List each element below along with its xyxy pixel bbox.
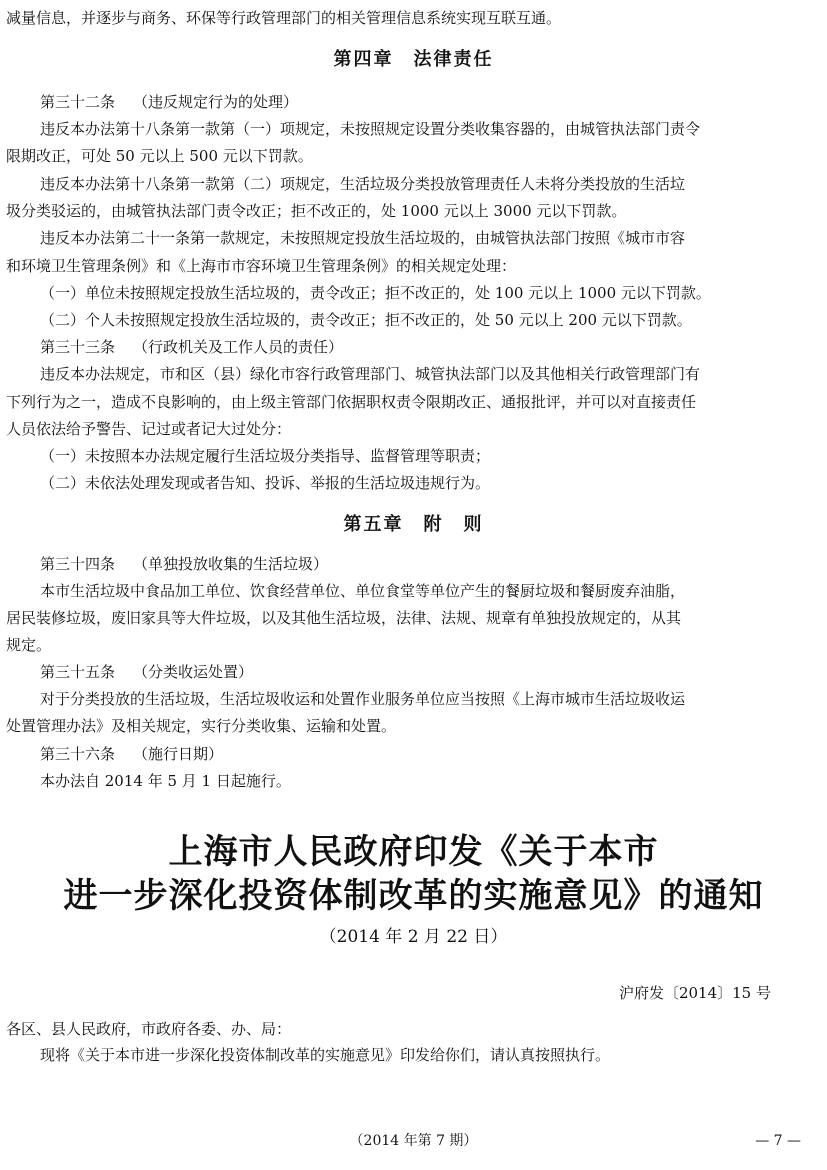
paragraph-line: 限期改正，可处 50 元以上 500 元以下罚款。 [6, 147, 313, 165]
list-item: （一）单位未按照规定投放生活垃圾的，责令改正；拒不改正的，处 100 元以上 1000 元以下罚款。 [40, 284, 711, 302]
paragraph-line: 和环境卫生管理条例》和《上海市市容环境卫生管理条例》的相关规定处理： [6, 257, 517, 275]
notice-body: 现将《关于本市进一步深化投资体制改革的实施意见》印发给你们，请认真按照执行。 [40, 1046, 611, 1064]
paragraph-line: 本市生活垃圾中食品加工单位、饮食经营单位、单位食堂等单位产生的餐厨垃圾和餐厨废弃油脂， [40, 582, 686, 600]
article-caption: （分类收运处置） [133, 663, 254, 681]
article-number: 第三十二条 [40, 93, 116, 111]
article-number: 第三十三条 [40, 338, 116, 356]
paragraph-line: 圾分类驳运的，由城管执法部门责令改正；拒不改正的，处 1000 元以上 3000 元以下罚款。 [6, 202, 627, 220]
article-caption: （施行日期） [133, 745, 224, 763]
chapter-4-heading: 第四章 法律责任 [333, 49, 494, 70]
addressee: 各区、县人民政府，市政府各委、办、局： [6, 1020, 292, 1038]
issue-footer: （2014 年第 7 期） [349, 1133, 478, 1149]
article-33-heading [40, 337, 813, 357]
paragraph-line: 违反本办法第二十一条第一款规定，未按照规定投放生活垃圾的，由城管执法部门按照《城市市容 [40, 229, 686, 247]
article-36-heading [40, 744, 813, 764]
paragraph-line: 违反本办法第十八条第一款第（二）项规定，生活垃圾分类投放管理责任人未将分类投放的生活垃 [40, 175, 686, 193]
article-32-heading [40, 92, 813, 112]
page-number: — 7 — [755, 1133, 801, 1149]
article-number: 第三十五条 [40, 663, 116, 681]
paragraph-line: 对于分类投放的生活垃圾，生活垃圾收运和处置作业服务单位应当按照《上海市城市生活垃圾收运 [40, 690, 686, 708]
paragraph-line: 规定。 [6, 636, 52, 654]
paragraph-line: 处置管理办法》及相关规定，实行分类收集、运输和处置。 [6, 717, 397, 735]
paragraph-line: 下列行为之一，造成不良影响的，由上级主管部门依据职权责令限期改正、通报批评，并可以对直接责任 [6, 393, 697, 411]
notice-title-line-2: 进一步深化投资体制改革的实施意见》的通知 [63, 876, 764, 916]
paragraph-line: 人员依法给予警告、记过或者记大过处分： [6, 420, 292, 438]
paragraph-line: 违反本办法规定，市和区（县）绿化市容行政管理部门、城管执法部门以及其他相关行政管理部门有 [40, 365, 701, 383]
list-item: （二）未依法处理发现或者告知、投诉、举报的生活垃圾违规行为。 [40, 474, 491, 492]
document-number: 沪府发〔2014〕15 号 [618, 984, 771, 1002]
article-caption: （违反规定行为的处理） [133, 93, 299, 111]
paragraph-line: 违反本办法第十八条第一款第（一）项规定，未按照规定设置分类收集容器的，由城管执法部门责令 [40, 120, 701, 138]
list-item: （二）个人未按照规定投放生活垃圾的，责令改正；拒不改正的，处 50 元以上 200 元以下罚款。 [40, 311, 692, 329]
article-caption: （行政机关及工作人员的责任） [133, 338, 344, 356]
paragraph-line: 减量信息，并逐步与商务、环保等行政管理部门的相关管理信息系统实现互联互通。 [6, 9, 562, 27]
paragraph-line: 居民装修垃圾，废旧家具等大件垃圾，以及其他生活垃圾，法律、法规、规章有单独投放规定的，从其 [6, 609, 682, 627]
paragraph-line: 本办法自 2014 年 5 月 1 日起施行。 [40, 772, 291, 790]
article-35-heading [40, 662, 813, 682]
article-number: 第三十四条 [40, 555, 116, 573]
article-34-heading [40, 554, 813, 574]
notice-date: （2014 年 2 月 22 日） [319, 927, 508, 947]
article-number: 第三十六条 [40, 745, 116, 763]
chapter-5-heading: 第五章 附 则 [343, 514, 484, 535]
article-caption: （单独投放收集的生活垃圾） [133, 555, 329, 573]
notice-title-line-1: 上海市人民政府印发《关于本市 [168, 832, 659, 872]
list-item: （一）未按照本办法规定履行生活垃圾分类指导、监督管理等职责； [40, 447, 491, 465]
